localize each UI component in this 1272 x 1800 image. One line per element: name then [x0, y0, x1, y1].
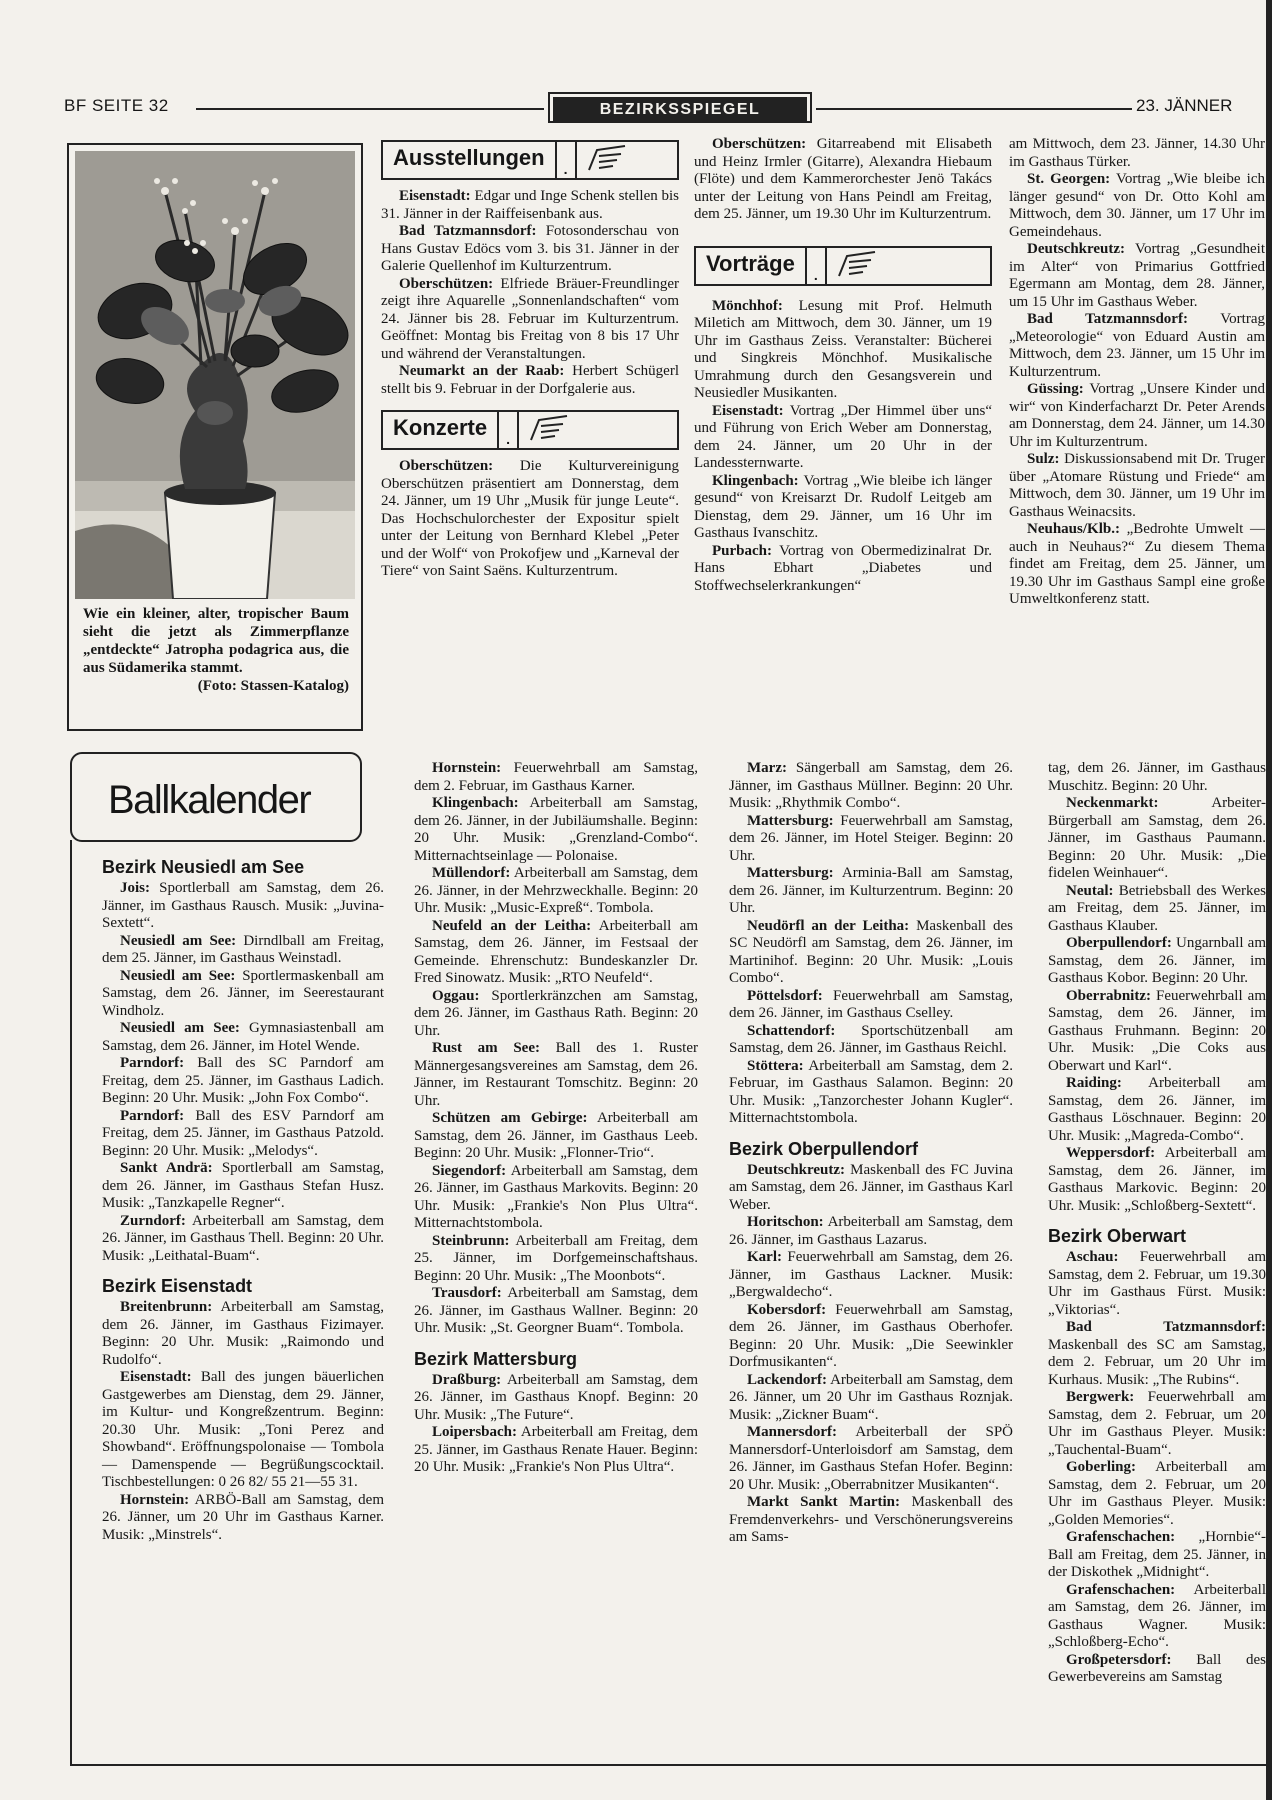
place-name: Trausdorf:	[432, 1285, 502, 1301]
event-text: Arbeiterball am Samstag, dem 26. Jänner, um 20 Uhr im Gasthaus Roznjak. Musik: „Zickner Buam“.	[729, 1371, 1013, 1423]
event-text: tag, dem 26. Jänner, im Gasthaus Muschitz. Beginn: 20 Uhr.	[1048, 760, 1266, 794]
place-name: Rust am See:	[432, 1040, 540, 1056]
lectures-list-cont	[1009, 136, 1265, 609]
event-entry	[729, 760, 1013, 813]
caption-text: Wie ein kleiner, alter, tropischer Baum sieht die jetzt als Zimmerpflanze „entdeckte“ Jatropha podagrica aus, die aus Südamerika stammt.	[83, 606, 349, 676]
event-entry	[414, 865, 698, 918]
event-text: Betriebsball des Werkes am Freitag, dem 25. Jänner, im Gasthaus Klauber.	[1048, 882, 1266, 934]
event-text: Ball des 1. Ruster Männergesangsvereines am Samstag, dem 26. Jänner, im Restaurant Tomschitz. Beginn: 20 Uhr.	[414, 1040, 698, 1109]
jatropha-plant-image	[75, 151, 355, 599]
event-entry	[381, 276, 679, 364]
event-entry	[102, 1108, 384, 1161]
district-heading: Bezirk Oberwart	[1048, 1226, 1187, 1246]
section-banner-label: BEZIRKSSPIEGEL	[553, 97, 807, 122]
place-name: Mattersburg:	[747, 812, 834, 829]
event-text: Fotosonderschau von Hans Gustav Edöcs vom 3. bis 31. Jänner in der Galerie Quellenhof im Kulturzentrum.	[381, 223, 679, 274]
event-text: Arbeiterball am Samstag, dem 26. Jänner, im Gasthaus Markovic. Beginn: 20 Uhr. Musik: „Schloßberg-Sextett“.	[1048, 1145, 1266, 1214]
district-heading: Bezirk Oberpullendorf	[729, 1138, 919, 1159]
event-entry	[414, 760, 698, 795]
place-name: Grafenschachen:	[1066, 1581, 1176, 1598]
ball-list-2	[414, 760, 698, 1477]
place-name: Eisenstadt:	[399, 188, 471, 204]
event-entry	[1048, 1145, 1266, 1215]
place-name: Oberschützen:	[712, 136, 807, 152]
column-4	[1009, 136, 1265, 609]
event-text: Feuerwehrball am Samstag, dem 26. Jänner, im Gasthaus Fruhmann. Beginn: 20 Uhr. Musik: „Die Coks aus Oberwart und Karl“.	[1048, 987, 1266, 1074]
event-entry	[102, 1299, 384, 1369]
district-heading: Bezirk Mattersburg	[414, 1348, 578, 1369]
place-name: Bad Tatzmannsdorf:	[1027, 311, 1188, 327]
event-text: Die Kulturvereinigung Oberschützen präsentiert am Donnerstag, dem 24. Jänner, um 19 Uhr „Musik für junge Leute“. Das Hochschulorchester der Expositur spielt unter der Leitung von Bernhard Klebel „Peter und der Wolf“ von Prokofjew und „Karneval der Tiere“ von Saint Saëns. Kulturzentrum.	[381, 458, 679, 579]
place-name: Loipersbach:	[432, 1424, 518, 1440]
event-entry	[414, 1040, 698, 1110]
event-text: Feuerwehrball am Samstag, dem 26. Jänner, im Gasthaus Cselley.	[729, 987, 1013, 1021]
event-entry	[1009, 241, 1265, 311]
place-name: Oggau:	[432, 987, 480, 1004]
event-text: Arbeiter-Bürgerball am Samstag, dem 26. Jänner, im Gasthaus Paumann. Beginn: 20 Uhr. Musik: „Die fidelen Weinhauer“.	[1048, 795, 1266, 881]
event-text: Feuerwehrball am Samstag, dem 2. Februar, um 20 Uhr im Gasthaus Pleyer. Musik: „Tauchental-Buam“.	[1048, 1389, 1266, 1458]
place-name: Neumarkt an der Raab:	[399, 363, 565, 379]
place-name: Karl:	[747, 1249, 782, 1265]
place-name: Oberrabnitz:	[1066, 987, 1151, 1004]
event-entry	[1048, 1582, 1266, 1652]
place-name: Großpetersdorf:	[1066, 1651, 1172, 1668]
event-entry	[729, 1214, 1013, 1249]
place-name: Grafenschachen:	[1066, 1529, 1176, 1545]
event-text: Gitarreabend mit Elisabeth und Heinz Irmler (Gitarre), Alexandra Hiebaum (Flöte) und dem Kammerorchester Jenö Takács unter der Leitung von Hans Peindl am Freitag, dem 25. Jänner, um 19.30 Uhr im Kulturzentrum.	[694, 136, 992, 222]
section-heading-konzerte	[381, 410, 679, 450]
ball-list-1	[102, 856, 384, 1544]
event-text: Dirndlball am Freitag, dem 25. Jänner, im Gasthaus Weinstadl.	[102, 932, 385, 966]
event-text: Vortrag „Wie bleibe ich länger gesund“ von Kreisarzt Dr. Rudolf Leitgeb am Dienstag, dem 29. Jänner, um 16 Uhr im Gasthaus Ivanschitz.	[694, 472, 992, 541]
event-entry	[102, 1492, 384, 1545]
event-text: Arbeiterball der SPÖ Mannersdorf-Unterloisdorf am Samstag, dem 26. Jänner, im Gasthaus Stefan Hofer. Beginn: 20 Uhr. Musik: „Oberrabnitzer Musikanten“.	[729, 1424, 1013, 1493]
ball-column-2	[414, 760, 698, 1477]
event-text: Sportschützenball am Samstag, dem 26. Jänner, im Gasthaus Reichl.	[729, 1022, 1013, 1056]
event-text: Maskenball des Fremdenverkehrs- und Verschönerungsvereins am Sams-	[729, 1494, 1013, 1545]
event-entry	[1048, 935, 1266, 988]
place-name: Marz:	[747, 760, 787, 776]
event-entry	[1048, 1389, 1266, 1459]
ball-list-4	[1048, 760, 1266, 1687]
place-name: Oberschützen:	[399, 458, 494, 474]
event-text: Arbeiterball am Freitag, dem 25. Jänner, im Dorfgemeinschaftshaus. Beginn: 20 Uhr. Musik: „The Moonbots“.	[414, 1232, 698, 1284]
event-text: Arbeiterball am Samstag, dem 2. Februar, im Gasthaus Salamon. Beginn: 20 Uhr. Musik: „Tanzorchester Johann Kugler“. Mitternachtstombola.	[729, 1057, 1013, 1126]
place-name: Mattersburg:	[747, 865, 834, 881]
place-name: Lackendorf:	[747, 1371, 827, 1388]
place-name: Pöttelsdorf:	[747, 987, 823, 1004]
section-heading-ausstellungen	[381, 140, 679, 180]
place-name: Oberschützen:	[399, 275, 494, 292]
place-name: St. Georgen:	[1027, 171, 1111, 187]
place-name: Mannersdorf:	[747, 1424, 837, 1440]
place-name: Zurndorf:	[120, 1212, 186, 1229]
event-entry	[414, 1424, 698, 1477]
place-name: Sulz:	[1027, 451, 1060, 467]
event-entry	[1048, 1249, 1266, 1319]
event-text: Arminia-Ball am Samstag, dem 26. Jänner, im Kulturzentrum. Beginn: 20 Uhr.	[729, 865, 1013, 916]
event-text: Vortrag von Obermedizinalrat Dr. Hans Ebhart „Diabetes und Stoffwechselerkrankungen“	[694, 542, 992, 594]
event-entry	[102, 1020, 384, 1055]
place-name: Schützen am Gebirge:	[432, 1110, 588, 1126]
ballkalender-title: Ballkalender	[108, 778, 311, 822]
place-name: Neusiedl am See:	[120, 1020, 240, 1036]
photo-box	[67, 143, 363, 731]
event-entry	[1009, 451, 1265, 521]
event-entry	[1048, 1652, 1266, 1687]
event-entry	[102, 1055, 384, 1108]
event-text: „Hornbie“-Ball am Freitag, dem 25. Jänner, in der Diskothek „Midnight“.	[1048, 1529, 1266, 1580]
event-entry	[729, 1372, 1013, 1425]
event-entry	[102, 1369, 384, 1492]
event-text: Arbeiterball am Freitag, dem 25. Jänner, im Gasthaus Renate Hauer. Beginn: 20 Uhr. Musik: „Frankie's Non Plus Ultra“.	[414, 1424, 698, 1475]
page-edge-shadow	[1266, 0, 1272, 1800]
event-entry	[414, 1233, 698, 1286]
event-entry	[1009, 171, 1265, 241]
place-name: Klingenbach:	[432, 795, 519, 811]
place-name: Weppersdorf:	[1066, 1145, 1156, 1161]
place-name: Müllendorf:	[432, 865, 511, 881]
place-name: Draßburg:	[432, 1371, 502, 1388]
event-entry	[694, 473, 992, 543]
dot-mark: .	[499, 412, 519, 448]
pointing-hand-icon	[827, 248, 990, 284]
event-entry	[414, 1163, 698, 1233]
place-name: Güssing:	[1027, 381, 1084, 397]
event-entry	[1048, 883, 1266, 936]
exhibitions-list	[381, 188, 679, 398]
concerts-list	[381, 458, 679, 581]
place-name: Neudörfl an der Leitha:	[747, 917, 910, 934]
place-name: Hornstein:	[120, 1491, 190, 1508]
event-text: Arbeiterball am Samstag, dem 26. Jänner, im Gasthaus Thell. Beginn: 20 Uhr. Musik: „Leithatal-Buam“.	[102, 1212, 385, 1264]
event-text: Vortrag „Der Himmel über uns“ und Führung von Erich Weber am Donnerstag, dem 24. Jänner, um 20 Uhr in der Landessternwarte.	[694, 402, 992, 471]
column-2	[381, 140, 679, 581]
event-text: Vortrag „Unsere Kinder und wir“ von Kinderfacharzt Dr. Peter Arends am Donnerstag, dem 24. Jänner, um 14.30 Uhr im Kulturzentrum.	[1009, 381, 1265, 450]
event-text: Edgar und Inge Schenk stellen bis 31. Jänner in der Raiffeisenbank aus.	[381, 188, 679, 222]
event-entry	[102, 1213, 384, 1266]
concerts-list-cont	[694, 136, 992, 224]
event-text: Arbeiterball am Samstag, dem 2. Februar, um 20 Uhr im Gasthaus Pleyer. Musik: „Golden Memories“.	[1048, 1459, 1266, 1528]
place-name: Raiding:	[1066, 1075, 1122, 1091]
event-text: Feuerwehrball am Samstag, dem 26. Jänner, im Gasthaus Oberhofer. Beginn: 20 Uhr. Musik: „Die Seewinkler Dorfmusikanten“.	[729, 1301, 1013, 1370]
event-entry	[381, 188, 679, 223]
event-entry	[1009, 311, 1265, 381]
event-text: Maskenball des SC am Samstag, dem 2. Februar, um 20 Uhr im Kurhaus. Musik: „The Rubins“.	[1048, 1336, 1266, 1388]
event-text: Gymnasiastenball am Samstag, dem 26. Jänner, im Hotel Wende.	[102, 1020, 384, 1054]
event-text: Feuerwehrball am Samstag, dem 2. Februar, um 19.30 Uhr im Gasthaus Fürst. Musik: „Viktorias“.	[1048, 1249, 1266, 1318]
event-text: Sportlermaskenball am Samstag, dem 26. Jänner, im Seerestaurant Windholz.	[102, 967, 384, 1019]
event-entry	[729, 988, 1013, 1023]
event-entry	[381, 363, 679, 398]
heading-label: Ausstellungen	[383, 142, 557, 178]
event-entry	[729, 1424, 1013, 1494]
pointing-hand-icon	[519, 412, 677, 448]
event-text: Feuerwehrball am Samstag, dem 26. Jänner, im Gasthaus Lackner. Musik: „Bergwaldecho“.	[729, 1249, 1013, 1300]
event-text: Maskenball des FC Juvina am Samstag, dem 26. Jänner, im Gasthaus Karl Weber.	[729, 1161, 1013, 1213]
lectures-list	[694, 298, 992, 596]
event-text: Elfriede Bräuer-Freundlinger zeigt ihre Aquarelle „Sonnenlandschaften“ vom 24. Jänner bis 28. Februar im Kulturzentrum. Geöffnet: Montag bis Freitag von 8 bis 17 Uhr und während der Veranstaltungen.	[381, 275, 679, 362]
place-name: Siegendorf:	[432, 1162, 507, 1179]
page-label: BF SEITE 32	[64, 96, 169, 115]
event-entry	[729, 918, 1013, 988]
ball-column-3	[729, 760, 1013, 1547]
event-entry	[1009, 381, 1265, 451]
place-name: Bad Tatzmannsdorf:	[399, 223, 537, 239]
place-name: Deutschkreutz:	[1027, 241, 1126, 257]
event-entry	[729, 813, 1013, 866]
place-name: Kobersdorf:	[747, 1301, 827, 1318]
place-name: Horitschon:	[747, 1214, 824, 1230]
heading-label: Konzerte	[383, 412, 499, 448]
event-text: Sportlerball am Samstag, dem 26. Jänner, im Gasthaus Stefan Husz. Musik: „Tanzkapelle Regner“.	[102, 1160, 384, 1211]
pointing-hand-icon	[577, 142, 677, 178]
event-entry	[414, 988, 698, 1041]
event-text: Arbeiterball am Samstag, dem 26. Jänner, im Gasthaus Markovits. Beginn: 20 Uhr. Musik: „Frankie's Non Plus Ultra“. Mitternachtstombola.	[414, 1162, 698, 1231]
event-text: Feuerwehrball am Samstag, dem 2. Februar, im Gasthaus Karner.	[414, 760, 698, 794]
place-name: Parndorf:	[120, 1055, 185, 1071]
event-entry	[414, 1110, 698, 1163]
place-name: Jois:	[120, 880, 150, 896]
place-name: Neuhaus/Klb.:	[1027, 521, 1120, 537]
event-entry	[414, 795, 698, 865]
place-name: Neusiedl am See:	[120, 967, 236, 984]
event-entry	[102, 880, 384, 933]
place-name: Markt Sankt Martin:	[747, 1494, 900, 1510]
event-text: Arbeiterball am Samstag, dem 26. Jänner, im Gasthaus Wagner. Musik: „Schloßberg-Echo“.	[1048, 1581, 1266, 1650]
event-text: Sängerball am Samstag, dem 26. Jänner, im Gasthaus Müllner. Beginn: 20 Uhr. Musik: „Rhythmik Combo“.	[729, 760, 1013, 811]
event-text: Arbeiterball am Samstag, dem 26. Jänner, im Gasthaus Knopf. Beginn: 20 Uhr. Musik: „The Future“.	[414, 1371, 698, 1423]
event-entry	[729, 865, 1013, 918]
ball-column-1	[102, 856, 384, 1544]
place-name: Purbach:	[712, 542, 772, 559]
section-banner	[548, 92, 812, 123]
event-text: Ball des ESV Parndorf am Freitag, dem 25. Jänner, im Gasthaus Patzold. Beginn: 20 Uhr. Musik: „Melodys“.	[102, 1107, 384, 1159]
event-entry	[102, 933, 384, 968]
issue-date: 23. JÄNNER	[1136, 96, 1233, 115]
place-name: Deutschkreutz:	[747, 1161, 846, 1178]
event-entry	[694, 403, 992, 473]
event-entry	[1048, 795, 1266, 883]
event-text: Sportlerkränzchen am Samstag, dem 26. Jänner, im Gasthaus Rath. Beginn: 20 Uhr.	[414, 987, 698, 1039]
place-name: Goberling:	[1066, 1459, 1136, 1475]
event-entry	[414, 1285, 698, 1338]
event-text: Ungarnball am Samstag, dem 26. Jänner, im Gasthaus Kobor. Beginn: 20 Uhr.	[1048, 935, 1266, 986]
plant-photo	[75, 151, 355, 599]
column-3	[694, 136, 992, 595]
event-text: Arbeiterball am Samstag, dem 26. Jänner, in der Mehrzweckhalle. Beginn: 20 Uhr. Musik: „Music-Expreß“. Tombola.	[414, 865, 698, 916]
place-name: Steinbrunn:	[432, 1232, 510, 1249]
heading-label: Vorträge	[696, 248, 807, 284]
event-entry	[729, 1162, 1013, 1215]
event-text: Arbeiterball am Samstag, dem 26. Jänner, im Gasthaus Fizimayer. Beginn: 20 Uhr. Musik: „Raimondo und Rudolfo“.	[102, 1299, 384, 1368]
event-entry	[729, 1302, 1013, 1372]
event-text: Sportlerball am Samstag, dem 26. Jänner, im Gasthaus Rausch. Musik: „Juvina-Sextett“.	[102, 880, 384, 931]
event-entry	[694, 298, 992, 403]
place-name: Neckenmarkt:	[1066, 795, 1159, 811]
district-heading: Bezirk Neusiedl am See	[102, 857, 305, 877]
place-name: Klingenbach:	[712, 472, 799, 489]
event-entry	[414, 918, 698, 988]
ball-column-4	[1048, 760, 1266, 1687]
event-entry	[1048, 760, 1266, 795]
dot-mark: .	[557, 142, 577, 178]
event-entry	[729, 1023, 1013, 1058]
event-text: am Mittwoch, dem 23. Jänner, 14.30 Uhr im Gasthaus Türker.	[1009, 136, 1265, 170]
event-entry	[381, 458, 679, 581]
place-name: Parndorf:	[120, 1107, 185, 1124]
header-rule-left	[196, 108, 544, 110]
ball-list-3	[729, 760, 1013, 1547]
event-entry	[1048, 1459, 1266, 1529]
event-text: Arbeiterball am Samstag, dem 26. Jänner, im Gasthaus Löschnauer. Beginn: 20 Uhr. Musik: „Magreda-Combo“.	[1048, 1075, 1266, 1144]
place-name: Mönchhof:	[712, 297, 783, 314]
event-text: ARBÖ-Ball am Samstag, dem 26. Jänner, um 20 Uhr im Gasthaus Karner. Musik: „Minstrels“.	[102, 1491, 384, 1543]
event-text: Diskussionsabend mit Dr. Truger über „Atomare Rüstung und Friede“ am Mittwoch, dem 30. Jänner, um 19 Uhr im Gasthaus Weinacsits.	[1009, 451, 1265, 520]
event-entry	[694, 136, 992, 224]
event-text: Vortrag „Wie bleibe ich länger gesund“ von Dr. Otto Kohl am Mittwoch, dem 30. Jänner, um 17 Uhr im Gemeindehaus.	[1009, 171, 1265, 240]
header-rule-right	[816, 108, 1132, 110]
event-text: „Bedrohte Umwelt — auch in Neuhaus?“ Zu diesem Thema findet am Freitag, dem 25. Jänner, um 19.30 Uhr im Gasthaus Sampl eine große Umweltkonferenz statt.	[1009, 521, 1265, 607]
event-text: Arbeiterball am Samstag, dem 26. Jänner, im Gasthaus Wallner. Beginn: 20 Uhr. Musik: „St. Georgner Buam“. Tombola.	[414, 1285, 698, 1336]
place-name: Bad Tatzmannsdorf:	[1066, 1319, 1266, 1335]
place-name: Aschau:	[1066, 1249, 1119, 1265]
place-name: Neufeld an der Leitha:	[432, 917, 592, 934]
event-entry	[729, 1494, 1013, 1547]
event-entry	[1048, 1529, 1266, 1582]
event-text: Arbeiterball am Samstag, dem 26. Jänner, im Gasthaus Lazarus.	[729, 1214, 1013, 1248]
district-heading: Bezirk Eisenstadt	[102, 1276, 253, 1296]
place-name: Eisenstadt:	[712, 402, 784, 419]
event-text: Arbeiterball am Samstag, dem 26. Jänner, im Festsaal der Gemeinde. Ehrenschutz: Bundeskanzler Dr. Fred Sinowatz. Musik: „RTO Neufeld“.	[414, 917, 698, 986]
event-text: Arbeiterball am Samstag, dem 26. Jänner, im Gasthaus Leeb. Beginn: 20 Uhr. Musik: „Flonner-Trio“.	[414, 1110, 699, 1161]
place-name: Stöttera:	[747, 1057, 804, 1074]
section-heading-vortraege	[694, 246, 992, 286]
event-text: Ball des SC Parndorf am Freitag, dem 25. Jänner, im Gasthaus Ladich. Beginn: 20 Uhr. Musik: „John Fox Combo“.	[102, 1055, 384, 1106]
event-text: Arbeiterball am Samstag, dem 26. Jänner, in der Jubiläumshalle. Beginn: 20 Uhr. Musik: „Grenzland-Combo“. Mitternachtseinlage — Polonaise.	[414, 795, 698, 864]
event-entry	[102, 968, 384, 1021]
event-text: Feuerwehrball am Samstag, dem 26. Jänner, im Hotel Steiger. Beginn: 20 Uhr.	[729, 812, 1013, 864]
event-text: Maskenball des SC Neudörfl am Samstag, dem 26. Jänner, im Martinihof. Beginn: 20 Uhr. Musik: „Louis Combo“.	[729, 917, 1013, 986]
place-name: Sankt Andrä:	[120, 1160, 213, 1176]
event-text: Ball des Gewerbevereins am Samstag	[1048, 1651, 1266, 1685]
event-entry	[1009, 136, 1265, 171]
place-name: Schattendorf:	[747, 1022, 836, 1039]
event-entry	[102, 1160, 384, 1213]
event-entry	[729, 1249, 1013, 1302]
place-name: Oberpullendorf:	[1066, 935, 1172, 951]
event-text: Vortrag „Gesundheit im Alter“ von Primarius Gottfried Egermann am Montag, dem 28. Jänner, um 15 Uhr im Gasthaus Weber.	[1009, 241, 1265, 310]
event-entry	[1009, 521, 1265, 609]
dot-mark: .	[807, 248, 827, 284]
place-name: Eisenstadt:	[120, 1369, 192, 1385]
event-entry	[1048, 1319, 1266, 1389]
place-name: Neusiedl am See:	[120, 932, 237, 949]
event-text: Lesung mit Prof. Helmuth Miletich am Mittwoch, dem 30. Jänner, um 19 Uhr im Gasthaus Zeiss. Veranstalter: Bücherei und Singkreis Mönchhof. Musikalische Umrahmung durch den Gesangsverein und Neusiedler Musikanten.	[694, 297, 992, 401]
event-entry	[1048, 988, 1266, 1076]
event-text: Herbert Schügerl stellt bis 9. Februar in der Dorfgalerie aus.	[381, 363, 679, 397]
place-name: Hornstein:	[432, 760, 502, 776]
event-entry	[414, 1372, 698, 1425]
place-name: Bergwerk:	[1066, 1389, 1135, 1405]
place-name: Breitenbrunn:	[120, 1299, 213, 1315]
event-text: Ball des jungen bäuerlichen Gastgewerbes am Dienstag, dem 29. Jänner, im Kultur- und Kongreßzentrum. Beginn: 20.30 Uhr. Musik: „Toni Perez and Showband“. Eröffnungspolonaise — Tombola — Damenspende — Begrüßungscocktail. Tischbestellungen: 0 26 82/ 55 21—55 31.	[102, 1369, 384, 1490]
photo-caption	[75, 599, 355, 695]
event-text: Vortrag „Meteorologie“ von Eduard Austin am Mittwoch, dem 23. Jänner, um 15 Uhr im Kulturzentrum.	[1009, 311, 1265, 380]
event-entry	[1048, 1075, 1266, 1145]
event-entry	[381, 223, 679, 276]
event-entry	[729, 1058, 1013, 1128]
event-entry	[694, 543, 992, 596]
photo-credit: (Foto: Stassen-Katalog)	[197, 678, 349, 694]
place-name: Neutal:	[1066, 882, 1114, 899]
